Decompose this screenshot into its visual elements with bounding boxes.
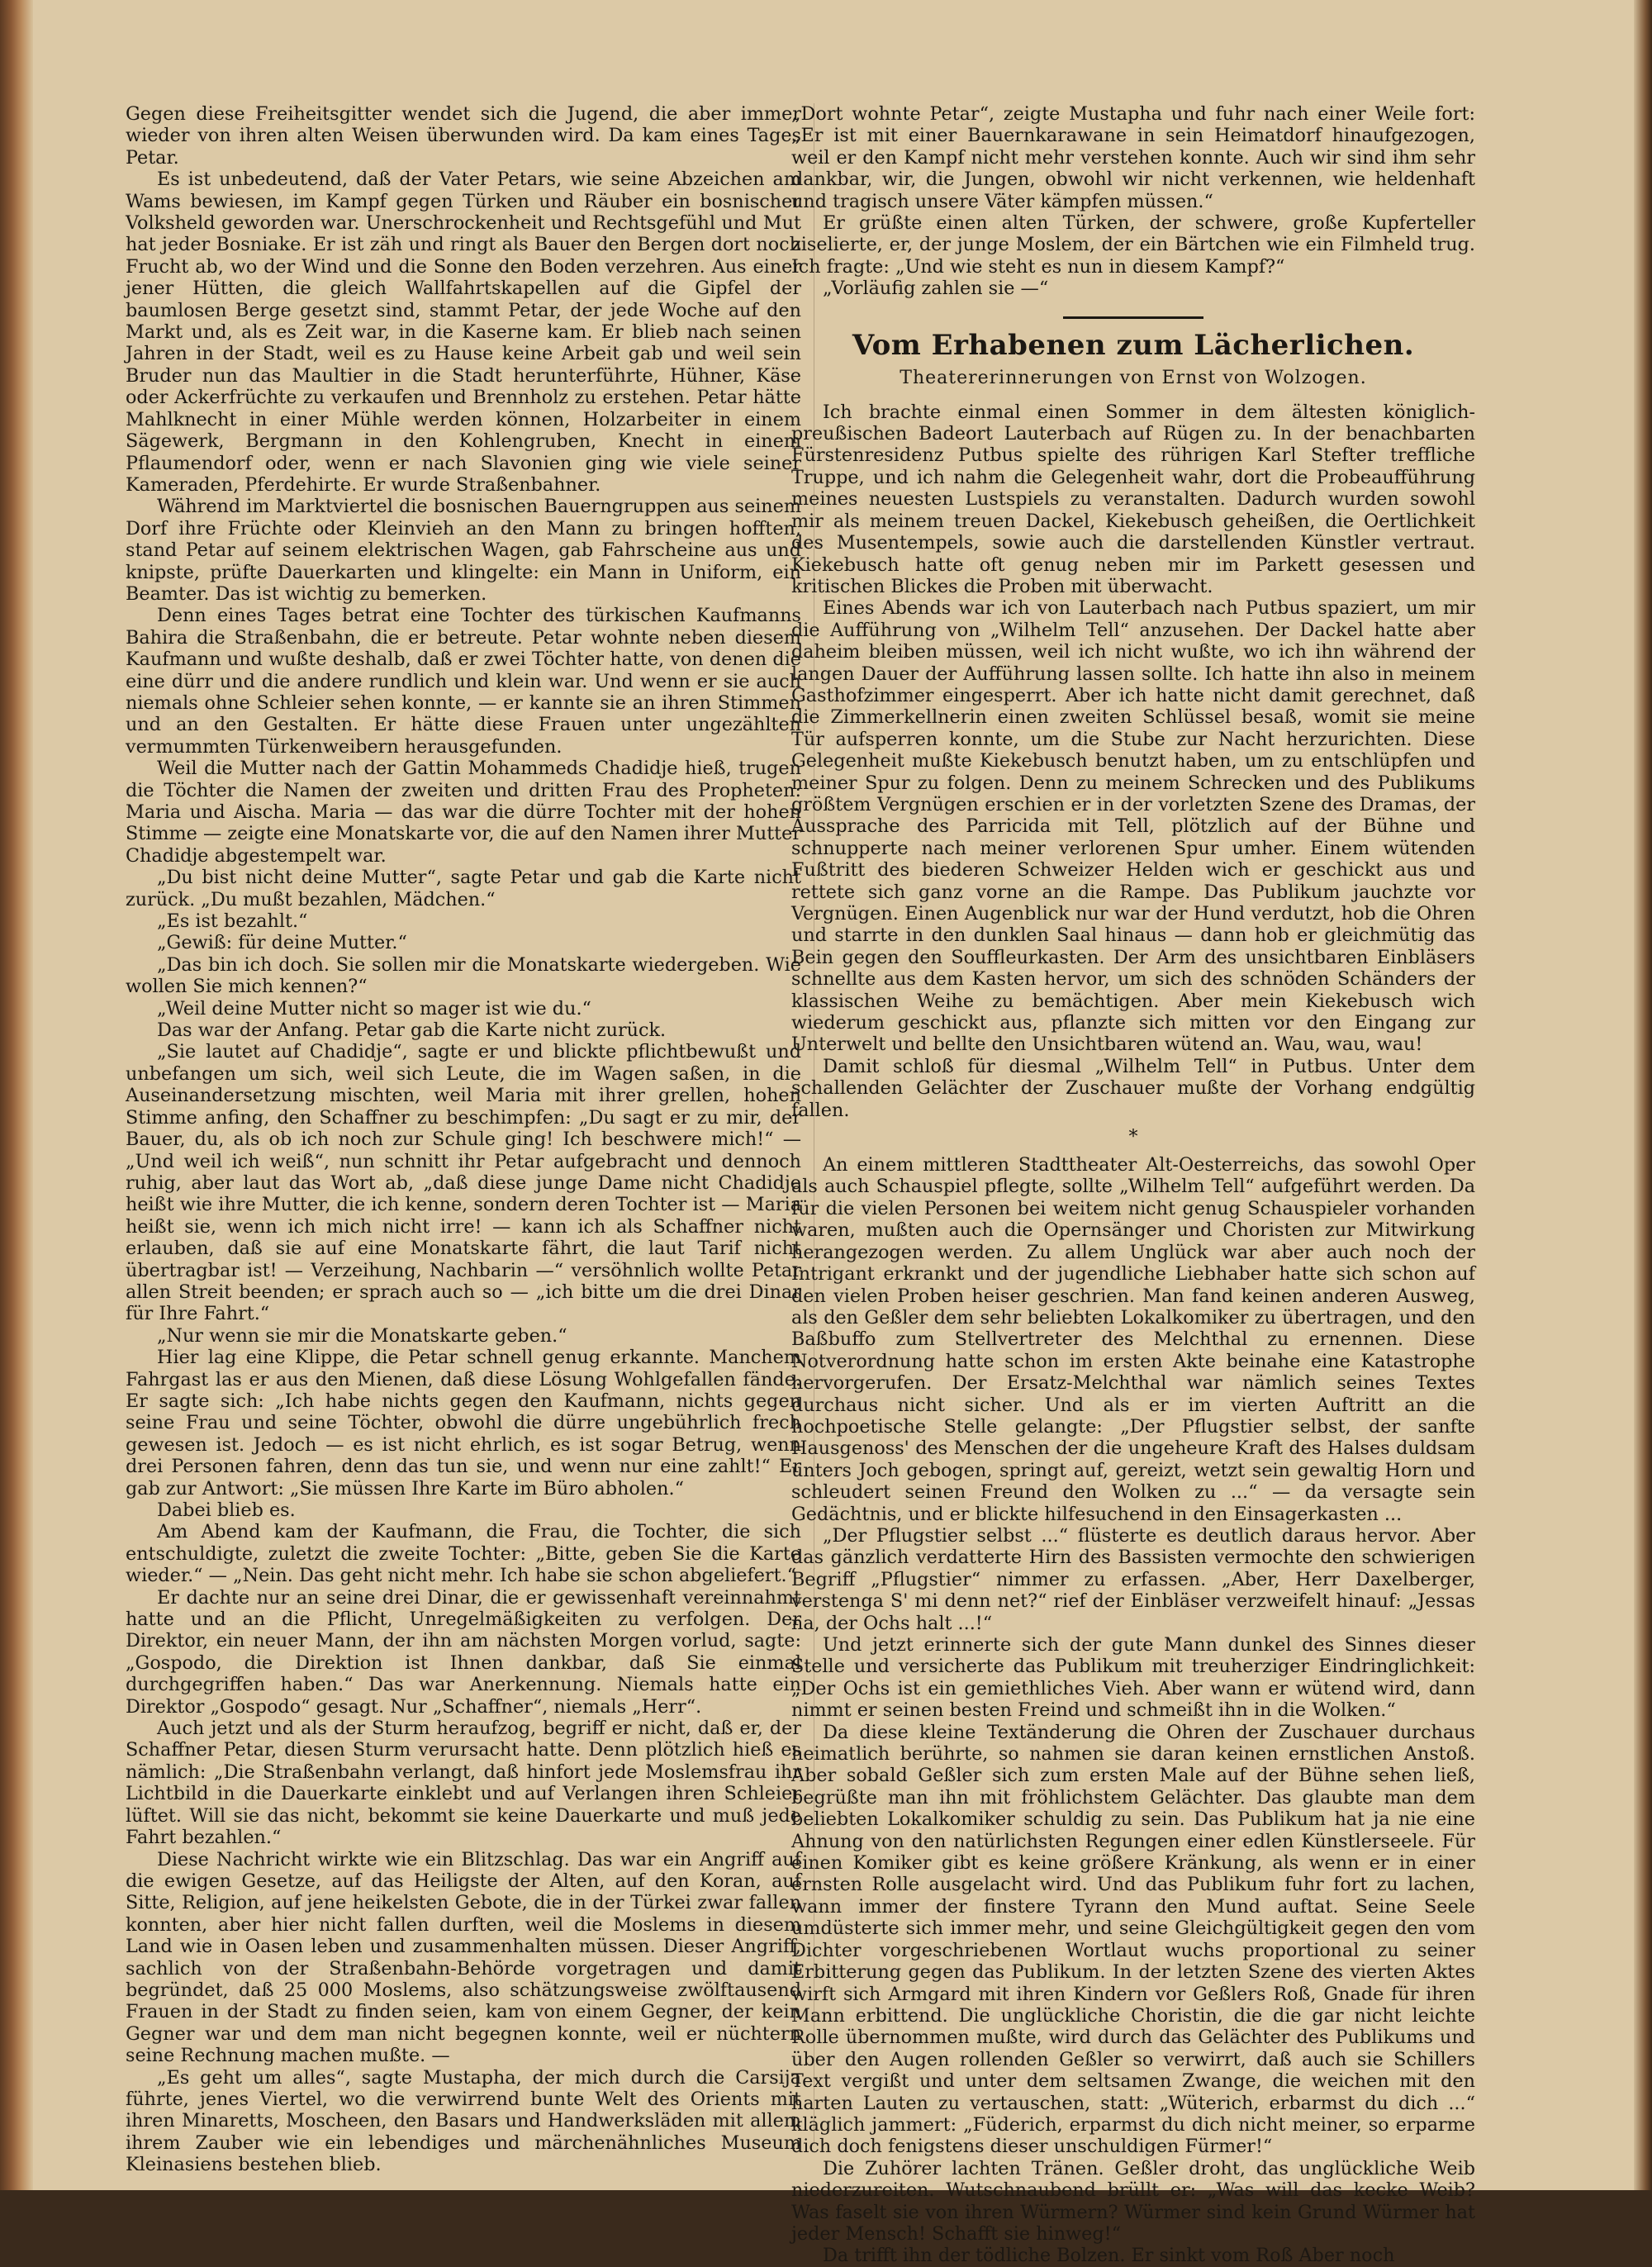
left-paragraph-16: Am Abend kam der Kaufmann, die Frau, die Tochter, die sich entschuldigte, zuletzt die zweite Tochter: „Bitte, geben Sie die Karte wieder.“ — „Nein. Das geht nicht mehr. Ich habe sie schon abgeliefert.“ <box>126 1521 801 1587</box>
left-paragraph-14: Hier lag eine Klippe, die Petar schnell genug erkannte. Manchem Fahrgast las er aus den Mienen, daß diese Lösung Wohlgefallen fände. Er sagte sich: „Ich habe nichts gegen den Kaufmann, nichts gegen seine Frau und seine Töchter, obwohl die dürre ungebührlich frech gewesen ist. Jedoch — es ist nicht ehrlich, es ist sogar Betrug, wenn drei Personen fahren, denn das tun sie, und wenn nur eine zahlt!“ Er gab zur Antwort: „Sie müssen Ihre Karte im Büro abholen.“ <box>126 1347 801 1499</box>
article-paragraph-1: Ich brachte einmal einen Sommer in dem ältesten königlich-preußischen Badeort Lauterbach auf Rügen zu. In der benachbarten Fürstenresidenz Putbus spielte des rührigen Karl Stefter treffliche Truppe, und ich nahm die Gelegenheit wahr, dort die Probeaufführung meines neuesten Lustspiels zu veranstalten. Dadurch wurden sowohl mir als meinem treuen Dackel, Kiekebusch geheißen, die Oertlichkeit des Musentempels, sowie auch die darstellenden Künstler vertraut. Kiekebusch hatte oft genug neben mir im Parkett gesessen und kritischen Blickes die Proben mit überwacht. <box>791 401 1475 597</box>
left-paragraph-20: „Es geht um alles“, sagte Mustapha, der mich durch die Carsija führte, jenes Viertel, wo die verwirrend bunte Welt des Orients mit ihren Minaretts, Moscheen, den Basars und Handwerksläden mit allem ihrem Zauber wie ein lebendiges und märchenähnliches Museum Kleinasiens bestehen blieb. <box>126 2066 801 2176</box>
left-paragraph-15: Dabei blieb es. <box>157 1499 296 1521</box>
article-title: Vom Erhabenen zum Lächerlichen. <box>852 328 1415 362</box>
article-paragraph-5: „Der Pflugstier selbst ...“ flüsterte es deutlich daraus hervor. Aber das gänzlich verdatterte Hirn des Bassisten vermochte den schwierigen Begriff „Pflugstier“ nimmer zu erfassen. „Aber, Herr Daxelberger, verstenga S' mi denn net?“ rief der Einbläser verzweifelt hinauf: „Jessas na, der Ochs halt ...!“ <box>791 1524 1475 1634</box>
article-paragraph-9: Da trifft ihn der tödliche Bolzen. Er sinkt vom Roß Aber noch <box>823 2245 1395 2267</box>
left-paragraph-7: „Es ist bezahlt.“ <box>157 910 308 933</box>
right-continued-paragraph-2: Er grüßte einen alten Türken, der schwere, große Kupferteller ziselierte, er, der junge Moslem, der ein Bärtchen wie ein Filmheld trug. Ich fragte: „Und wie steht es nun in diesem Kampf?“ <box>791 212 1475 278</box>
left-paragraph-2: Es ist unbedeutend, daß der Vater Petars, wie seine Abzeichen am Wams bewiesen, im Kampf gegen Türken und Räuber ein bosnischer Volksheld geworden war. Unerschrockenheit und Rechtsgefühl und Mut hat jeder Bosniake. Er ist zäh und ringt als Bauer den Bergen dort noch Frucht ab, wo der Wind und die Sonne den Boden verzehren. Aus einer jener Hütten, die gleich Wallfahrtskapellen auf die Gipfel der baumlosen Berge gesetzt sind, stammt Petar, der jede Woche auf den Markt und, als es Zeit war, in die Kaserne kam. Er blieb nach seinen Jahren in der Stadt, weil es zu Hause keine Arbeit gab und weil sein Bruder nun das Maultier in die Stadt herunterführte, Hühner, Käse oder Ackerfrüchte zu verkaufen und Brennholz zu erstehen. Petar hätte Mahlknecht in einer Mühle werden können, Holzarbeiter in einem Sägewerk, Bergmann in den Kohlengruben, Knecht in einem Pflaumendorf oder, wenn er nach Slavonien ging wie viele seiner Kameraden, Pferdehirte. Er wurde Straßenbahner. <box>126 169 801 496</box>
right-continued-paragraph-3: „Vorläufig zahlen sie —“ <box>823 278 1049 300</box>
section-rule <box>1063 316 1203 319</box>
left-paragraph-5: Weil die Mutter nach der Gattin Mohammeds Chadidje hieß, trugen die Töchter die Namen der zweiten und dritten Frau des Propheten: Maria und Aischa. Maria — das war die dürre Tochter mit der hohen Stimme — zeigte eine Monatskarte vor, die auf den Namen ihrer Mutter Chadidje abgestempelt war. <box>126 758 801 867</box>
left-paragraph-18: Auch jetzt und als der Sturm heraufzog, begriff er nicht, daß er, der Schaffner Petar, diesen Sturm verursacht hatte. Denn plötzlich hieß es nämlich: „Die Straßenbahn verlangt, daß hinfort jede Moslemsfrau ihr Lichtbild in die Dauerkarte einklebt und auf Verlangen ihren Schleier lüftet. Will sie das nicht, bekommt sie keine Dauerkarte und muß jede Fahrt bezahlen.“ <box>126 1718 801 1849</box>
left-paragraph-3: Während im Marktviertel die bosnischen Bauerngruppen aus seinem Dorf ihre Früchte oder Kleinvieh an den Mann zu bringen hofften, stand Petar auf seinem elektrischen Wagen, gab Fahrscheine aus und knipste, prüfte Dauerkarten und klingelte: ein Mann in Uniform, ein Beamter. Das ist wichtig zu bemerken. <box>126 496 801 605</box>
right-continued-paragraph-1: „Dort wohnte Petar“, zeigte Mustapha und fuhr nach einer Weile fort: „Er ist mit einer Bauernkarawane in sein Heimatdorf hinaufgezogen, weil er den Kampf nicht mehr verstehen konnte. Auch wir sind ihm sehr dankbar, wir, die Jungen, obwohl wir nicht verkennen, wie heldenhaft und tragisch unsere Väter kämpfen müssen.“ <box>791 103 1475 212</box>
article-paragraph-3: Damit schloß für diesmal „Wilhelm Tell“ in Putbus. Unter dem schallenden Gelächter der Zuschauer mußte der Vorhang endgültig fallen. <box>791 1055 1475 1121</box>
page-edge-right <box>1634 0 1652 2190</box>
left-paragraph-19: Diese Nachricht wirkte wie ein Blitzschlag. Das war ein Angriff auf die ewigen Gesetze, auf das Heiligste der Alten, auf den Koran, auf Sitte, Religion, auf jene heikelsten Gebote, die in der Türkei zwar fallen konnten, aber hier nicht fallen durften, weil die Moslems in diesem Land wie in Oasen leben und zusammenhalten müssen. Dieser Angriff, sachlich von der Straßenbahn-Behörde vorgetragen und damit begründet, daß 25 000 Moslems, also schätzungsweise zwölftausend Frauen in der Stadt zu finden seien, kam von einem Gegner, der kein Gegner war und dem man nicht begegnen konnte, weil er nüchtern seine Rechnung machen mußte. — <box>126 1848 801 2067</box>
left-paragraph-11: Das war der Anfang. Petar gab die Karte nicht zurück. <box>157 1019 667 1042</box>
right-column <box>791 103 1475 2267</box>
article-paragraph-7: Da diese kleine Textänderung die Ohren der Zuschauer durchaus heimatlich berührte, so nahmen sie daran keinen ernstlichen Anstoß. Aber sobald Geßler sich zum ersten Male auf der Bühne sehen ließ, begrüßte man ihn mit fröhlichstem Gelächter. Das glaubte man dem beliebten Lokalkomiker schuldig zu sein. Das Publikum hat ja nie eine Ahnung von den natürlichsten Regungen einer edlen Künstlerseele. Für einen Komiker gibt es keine größere Kränkung, als wenn er in einer ernsten Rolle ausgelacht wird. Und das Publikum fuhr fort zu lachen, wann immer der finstere Tyrann den Mund auftat. Seine Seele umdüsterte sich immer mehr, und seine Gleichgültigkeit gegen den vom Dichter vorgeschriebenen Wortlaut wuchs proportional zu seiner Erbitterung gegen das Publikum. In der letzten Szene des vierten Aktes wirft sich Armgard mit ihren Kindern vor Geßlers Roß, Gnade für ihren Mann erbittend. Die unglückliche Choristin, die die gar nicht leichte Rolle übernommen mußte, wird durch das Gelächter des Publikums und über den Augen rollenden Geßler so verwirrt, daß auch sie Schillers Text vergißt und unter dem seltsamen Zwange, die weichen mit den harten Lauten zu vertauschen, statt: „Wüterich, erbarmst du dich ...“ kläglich jammert: „Füderich, erparmst du dich nicht meiner, so erparme dich doch fenigstens dieser unschuldigen Fürmer!“ <box>791 1721 1475 2158</box>
left-paragraph-17: Er dachte nur an seine drei Dinar, die er gewissenhaft vereinnahmt hatte und an die Pflicht, Unregelmäßigkeiten zu verfolgen. Der Direktor, ein neuer Mann, der ihn am nächsten Morgen vorlud, sagte: „Gospodo, die Direktion ist Ihnen dankbar, daß Sie einmal durchgegriffen haben.“ Das war Anerkennung. Niemals hatte ein Direktor „Gospodo“ gesagt. Nur „Schaffner“, niemals „Herr“. <box>126 1586 801 1718</box>
article-subtitle: Theatererinnerungen von Ernst von Wolzogen. <box>900 367 1367 388</box>
left-column <box>126 103 801 2190</box>
newspaper-page <box>33 0 1634 2267</box>
left-paragraph-1: Gegen diese Freiheitsgitter wendet sich die Jugend, die aber immer wieder von ihren alten Weisen überwunden wird. Da kam eines Tages Petar. <box>126 103 801 169</box>
left-paragraph-12: „Sie lautet auf Chadidje“, sagte er und blickte pflichtbewußt und unbefangen um sich, weil sich Leute, die im Wagen saßen, in die Auseinandersetzung mischten, weil Maria mit ihrer grellen, hohen Stimme anfing, den Schaffner zu beschimpfen: „Du sagt er zu mir, der Bauer, du, als ob ich noch zur Schule ging! Ich beschwere mich!“ — „Und weil ich weiß“, nun schnitt ihr Petar aufgebracht und dennoch ruhig, aber laut das Wort ab, „daß diese junge Dame nicht Chadidje heißt wie ihre Mutter, die ich kenne, sondern deren Tochter ist — Maria heißt sie, wenn ich mich nicht irre! — kann ich als Schaffner nicht erlauben, daß sie auf eine Monatskarte fährt, die laut Tarif nicht übertragbar ist! — Verzeihung, Nachbarin —“ versöhnlich wollte Petar allen Streit beenden; er sprach auch so — „ich bitte um die drei Dinar für Ihre Fahrt.“ <box>126 1041 801 1325</box>
section-separator: * <box>1128 1127 1138 1148</box>
article-paragraph-8: Die Zuhörer lachten Tränen. Geßler droht, das unglückliche Weib niederzureiten. Wutschnaubend brüllt er: „Was will das kecke Weib? Was faselt sie von ihren Würmern? Würmer sind kein Grund Würmer hat jeder Mensch! Schafft sie hinweg!“ <box>791 2157 1475 2245</box>
article-paragraph-6: Und jetzt erinnerte sich der gute Mann dunkel des Sinnes dieser Stelle und versicherte das Publikum mit treuherziger Eindringlichkeit: „Der Ochs ist ein gemiethliches Vieh. Aber wann er wütend wird, dann nimmt er seinen besten Freind und schmeißt ihn in die Wolken.“ <box>791 1634 1475 1722</box>
left-paragraph-13: „Nur wenn sie mir die Monatskarte geben.“ <box>157 1324 567 1347</box>
left-paragraph-9: „Das bin ich doch. Sie sollen mir die Monatskarte wiedergeben. Wie wollen Sie mich kennen?“ <box>126 953 801 998</box>
left-paragraph-4: Denn eines Tages betrat eine Tochter des türkischen Kaufmanns Bahira die Straßenbahn, die er betreute. Petar wohnte neben diesem Kaufmann und wußte deshalb, daß er zwei Töchter hatte, von denen die eine dürr und die andere rundlich und klein war. Und wenn er sie auch niemals ohne Schleier sehen konnte, — er kannte sie an ihren Stimmen und an den Gestalten. Er hätte diese Frauen unter ungezählten vermummten Türkenweibern herausgefunden. <box>126 605 801 758</box>
article-paragraph-4: An einem mittleren Stadttheater Alt-Oesterreichs, das sowohl Oper als auch Schauspiel pflegte, sollte „Wilhelm Tell“ aufgeführt werden. Da für die vielen Personen bei weitem nicht genug Schauspieler vorhanden waren, mußten auch die Opernsänger und Choristen zur Mitwirkung herangezogen werden. Zu allem Unglück war aber auch noch der Intrigant erkrankt und der jugendliche Liebhaber hatte sich schon auf den vielen Proben heiser geschrien. Man fand keinen anderen Ausweg, als den Geßler dem sehr beliebten Lokalkomiker zu übertragen, und den Baßbuffo zum Stellvertreter des Melchthal zu ernennen. Diese Notverordnung hatte schon im ersten Akte beinahe eine Katastrophe hervorgerufen. Der Ersatz-Melchthal war nämlich seines Textes durchaus nicht sicher. Und als er im vierten Auftritt an die hochpoetische Stelle gelangte: „Der Pflugstier selbst, der sanfte Hausgenoss' des Menschen der die ungeheure Kraft des Halses duldsam unters Joch gebogen, springt auf, gereizt, wetzt sein gewaltig Horn und schleudert seinen Freund den Wolken zu ...“ — da versagte sein Gedächtnis, und er blickte hilfesuchend in den Einsagerkasten ... <box>791 1154 1475 1525</box>
article-paragraph-2: Eines Abends war ich von Lauterbach nach Putbus spaziert, um mir die Aufführung von „Wilhelm Tell“ anzusehen. Der Dackel hatte aber daheim bleiben müssen, weil ich nicht wußte, wo ich ihn während der langen Dauer der Aufführung lassen sollte. Ich hatte ihn also in meinem Gasthofzimmer eingesperrt. Aber ich hatte nicht damit gerechnet, daß die Zimmerkellnerin einen zweiten Schlüssel besaß, womit sie meine Tür aufsperren konnte, um die Stube zur Nacht herzurichten. Diese Gelegenheit mußte Kiekebusch benutzt haben, um zu entschlüpfen und meiner Spur zu folgen. Denn zu meinem Schrecken und des Publikums größtem Vergnügen erschien er in der vorletzten Szene des Dramas, der Aussprache des Parricida mit Tell, plötzlich auf der Bühne und schnupperte nach meiner verlorenen Spur umher. Einem wütenden Fußtritt des biederen Schweizer Helden wich er geschickt aus und rettete sich ganz vorne an die Rampe. Das Publikum jauchzte vor Vergnügen. Einen Augenblick nur war der Hund verdutzt, hob die Ohren und starrte in den dunklen Saal hinaus — dann hob er gleichmütig das Bein gegen den Souffleurkasten. Der Arm des unsichtbaren Einbläsers schnellte aus dem Kasten hervor, um sich des schnöden Schänders der klassischen Weihe zu bemächtigen. Aber mein Kiekebusch wich wiederum geschickt aus, pflanzte sich mitten vor den Eingang zur Unterwelt und bellte den Unsichtbaren wütend an. Wau, wau, wau! <box>791 597 1475 1056</box>
left-paragraph-6: „Du bist nicht deine Mutter“, sagte Petar und gab die Karte nicht zurück. „Du mußt bezahlen, Mädchen.“ <box>126 867 801 910</box>
left-paragraph-10: „Weil deine Mutter nicht so mager ist wie du.“ <box>157 997 591 1019</box>
left-paragraph-8: „Gewiß: für deine Mutter.“ <box>157 932 407 954</box>
